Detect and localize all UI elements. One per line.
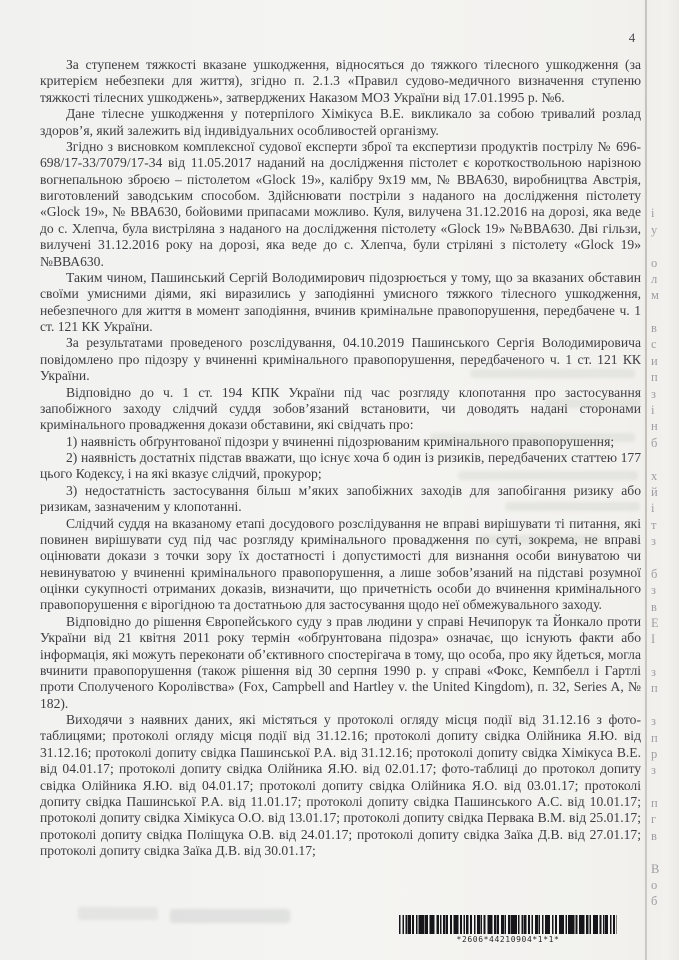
- underpage-letter-fragment: з: [651, 583, 656, 598]
- bleedthrough-smudge: [470, 369, 635, 378]
- underpage-letter-fragment: І: [651, 632, 656, 647]
- underpage-letter-fragment: і: [651, 206, 655, 221]
- barcode-bars: [399, 915, 617, 934]
- underpage-letter-fragment: й: [651, 484, 658, 499]
- underpage-letter-fragment: б: [651, 566, 658, 581]
- page-number: 4: [628, 30, 636, 45]
- underpage-letter-fragment: о: [651, 255, 658, 270]
- underpage-letter-fragment: В: [651, 861, 660, 876]
- paragraph-echr: Відповідно до рішення Європейського суду з прав людини у справі Нечипорук та Йонкало проти України від 21 квітня 2011 року термін «обґрунтована підозра» означає, що існують факти або інформація, які можуть переконати об’єктивного спостерігача в тому, що особа, про яку йдеться, могла вчинити правопорушення (також рішення від 30 серпня 1990 р. у справі «Фокс, Кемпбелл і Гартлі проти Сполученого Королівства» (Fox, Campbell and Hartley v. the United Kingdom), п. 32, Series A, № 182).: [40, 613, 641, 711]
- underpage-letter-fragment: р: [651, 746, 658, 761]
- underpage-letter-fragment: п: [651, 730, 658, 745]
- underpage-letter-fragment: з: [651, 763, 656, 778]
- underpage-letter-fragment: в: [651, 321, 657, 336]
- underpage-letter-fragment: п: [651, 370, 658, 385]
- underpage-letter-fragment: з: [651, 665, 656, 680]
- underpage-strip: [647, 0, 679, 960]
- bleedthrough-smudge: [480, 535, 600, 544]
- underpage-letter-fragment: о: [651, 878, 658, 892]
- underpage-letter-fragment: г: [651, 812, 657, 827]
- underpage-letter-fragment: б: [651, 894, 658, 909]
- underpage-letter-fragment: Е: [651, 615, 659, 630]
- list-item-1: 1) наявність обґрунтованої підозри у вчиненні підозрюваним кримінального правопорушення;: [66, 433, 615, 449]
- barcode-label: *2606*44210904*1*1*: [456, 935, 560, 944]
- underpage-letter-fragment: в: [651, 828, 657, 843]
- stamp-bleedthrough: [78, 907, 158, 920]
- underpage-letter-fragment: м: [651, 288, 659, 303]
- bleedthrough-smudge: [458, 471, 638, 480]
- underpage-letter-fragment: і: [651, 402, 655, 417]
- underpage-letter-fragment: т: [651, 517, 657, 532]
- paragraph-protocols: Виходячи з наявних даних, які містяться у протоколі огляду місця події від 31.12.16 з фото-таблицями; протоколі огляду місця події від 31.12.16; протоколі допиту свідка Олійника Я.Ю. від 31.12.16; протоколі допиту свідка Пашинської Р.А. від 31.12.16; протоколі допиту свідка Хімікуса В.Е. від 04.01.17; протоколі допиту свідка Олійника Я.Ю. від 02.01.17; фото-таблиці до протокол допиту свідка Олійника Я.Ю. від 04.01.17; протоколі допиту свідка Олійника Я.О. від 03.01.17; протоколі допиту свідка Пашинської Р.А. від 11.01.17; протоколі допиту свідка Пашинського А.С. від 10.01.17; протоколі допиту свідка Хімікуса О.О. від 13.01.17; протоколі допиту свідка Первака В.М. від 25.01.17; протоколі допиту свідка Поліщука О.В. від 24.01.17; протоколі допиту свідка Заїка Д.В. від 27.01.17; протоколі допиту свідка Заїка Д.В. від 30.01.17;: [40, 712, 641, 858]
- bleedthrough-smudge: [545, 399, 640, 408]
- underpage-letter-fragment: н: [651, 419, 658, 434]
- underpage-letter-fragment: з: [651, 714, 656, 729]
- underpage-letter-fragment: п: [651, 796, 658, 811]
- underpage-letter-fragment: с: [651, 337, 657, 352]
- underpage-letter-fragment: у: [651, 222, 658, 237]
- paragraph-injury: Дане тілесне ушкодження у потерпілого Хімікуса В.Е. викликало за собою тривалий розлад здоров’я, який залежить від індивідуальних особливостей організму.: [40, 106, 641, 138]
- paragraph-article194: Відповідно до ч. 1 ст. 194 КПК України під час розгляду клопотання про застосування запобіжного заходу слідчий суддя зобов’язаний встановити, чи доводять надані сторонами кримінального провадження докази обставини, які свідчать про:: [40, 384, 641, 433]
- document-body: [40, 57, 641, 859]
- underpage-letter-fragment: х: [651, 468, 658, 483]
- underpage-letter-fragment: і: [651, 501, 655, 516]
- barcode: [399, 915, 617, 945]
- paragraph-judge-role: Слідчий суддя на вказаному етапі досудового розслідування не вправі вирішувати ті питання, які повинен вирішувати суд під час розгляду кримінального провадження по суті, зокрема, не вправі оцінювати докази з точки зору їх достатності і допустимості для визнання особи винуватою чи невинуватою у вчиненні кримінального правопорушення, а лише зобов’язаний на підставі розумної оцінки сукупності отриманих доказів, визначити, що причетність особи до вчинення кримінального правопорушення є вірогідною та достатньою для застосування щодо неї обмежувального заходу.: [40, 515, 641, 613]
- underpage-letter-fragment: и: [651, 353, 658, 368]
- underpage-letter-fragment: з: [651, 534, 656, 549]
- underpage-letter-fragment: в: [651, 599, 657, 614]
- list-item-2: 2) наявність достатніх підстав вважати, що існує хоча б один із ризиків, передбачених статтею 177 цього Кодексу, і на які вказує слідчий, прокурор;: [40, 450, 641, 482]
- stamp-bleedthrough: [170, 909, 290, 923]
- underpage-letter-fragment: п: [651, 681, 658, 696]
- underpage-letter-fragment: б: [651, 435, 658, 450]
- underpage-letter-fragment: з: [651, 386, 656, 401]
- paragraph-suspicion: Таким чином, Пашинський Сергій Володимирович підозрюється у тому, що за вказаних обставин своїми умисними діями, які виразились у заподіянні умисного тяжкого тілесного ушкодження, небезпечного для життя в момент заподіяння, вчинив кримінальне правопорушення, передбачене ч. 1 ст. 121 КК України.: [40, 269, 641, 334]
- bleedthrough-smudge: [505, 502, 640, 511]
- paragraph-notice: За результатами проведеного розслідування, 04.10.2019 Пашинського Сергія Володимировича повідомлено про підозру у вчиненні кримінального правопорушення, передбаченого ч. 1 ст. 121 КК України.: [40, 335, 641, 384]
- paragraph-expertise: Згідно з висновком комплексної судової експерти зброї та експертизи продуктів пострілу № 696-698/17-33/7079/17-34 від 11.05.2017 наданий на дослідження пістолет є короткоствольною нарізною вогнепальною зброєю – пістолетом «Glock 19», калібру 9х19 мм, № ВВА630, виробництва Австрія, виготовлений заводським способом. Здійснювати постріли з наданого на дослідження пістолету «Glock 19», № ВВА630, бойовими припасами можливо. Куля, вилучена 31.12.2016 на дорозі, яка веде до с. Хлепча, була вистріляна з наданого на дослідження пістолету «Glock 19» №ВВА630. Дві гільзи, вилучені 31.12.2016 року на дорозі, яка веде до с. Хлепча, були стріляні з пістолету «Glock 19» №ВВА630.: [40, 138, 641, 269]
- list-item-3: 3) недостатність застосування більш м’яких запобіжних заходів для запобігання ризику або ризикам, зазначеним у клопотанні.: [40, 482, 641, 515]
- paragraph-severity: За ступенем тяжкості вказане ушкодження, відносяться до тяжкого тілесного ушкодження (за критерієм небезпеки для життя), згідно п. 2.1.3 «Правил судово-медичного визначення ступеню тяжкості тілесних ушкоджень», затверджених Наказом МОЗ України від 17.01.1995 р. №6.: [40, 57, 641, 105]
- underpage-letter-fragment: л: [651, 271, 658, 286]
- bleedthrough-smudge: [430, 433, 635, 442]
